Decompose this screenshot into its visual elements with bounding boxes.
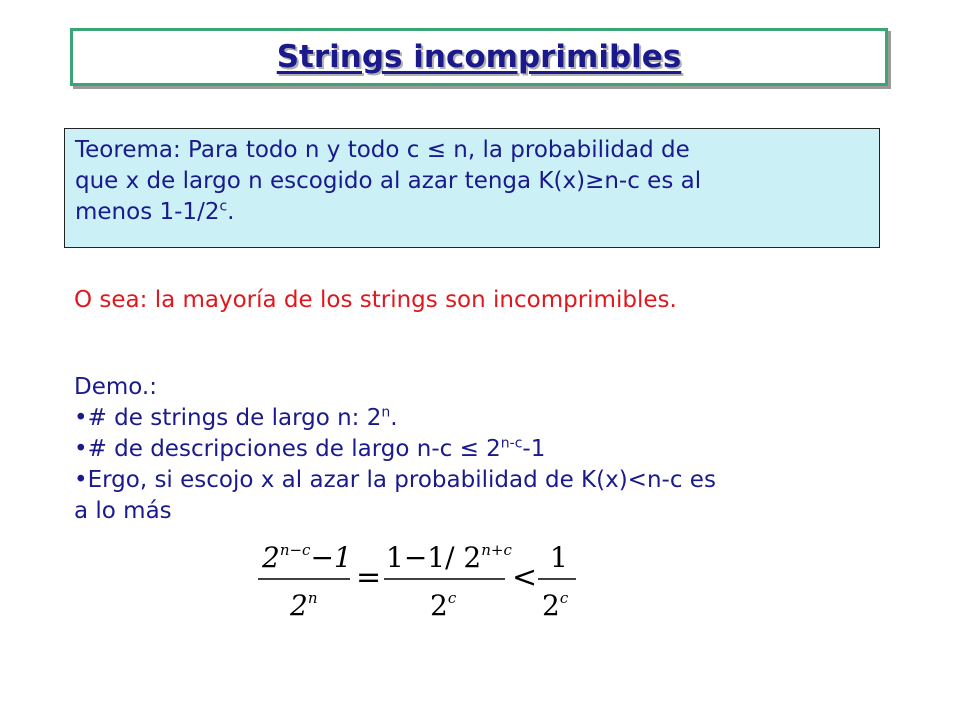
equals-sign: =	[356, 560, 382, 595]
theorem-line	[75, 197, 869, 228]
frac3-denominator: 2$^c$	[542, 589, 569, 622]
theorem-line: que x de largo n escogido al azar tenga K(x)≥n-c es al	[75, 168, 702, 194]
bullet-exponent: n-c	[500, 435, 523, 452]
bullet-text: •# de strings de largo n: 2	[74, 405, 382, 431]
theorem-box	[64, 128, 880, 248]
frac3-numerator: 1	[550, 541, 568, 574]
theorem-line: Teorema: Para todo n y todo c ≤ n, la probabilidad de	[75, 137, 690, 163]
proof-bullet: •Ergo, si escojo x al azar la probabilidad de K(x)<n-c es	[74, 467, 716, 493]
less-than-sign: <	[512, 560, 538, 595]
frac2-numerator: 1−1/ $2^{n+c}$	[386, 541, 512, 574]
proof-bullet	[74, 434, 904, 465]
title-box	[70, 28, 888, 86]
frac1-numerator: $2^{n-c}-1$	[262, 541, 352, 574]
conclusion-text: O sea: la mayoría de los strings son incomprimibles.	[74, 287, 677, 313]
bullet-end: -1	[522, 436, 546, 462]
bullet-exponent: n	[381, 404, 391, 421]
bullet-text: •# de descripciones de largo n-c ≤ 2	[74, 436, 501, 462]
theorem-text: menos 1-1/2	[75, 199, 220, 225]
theorem-period: .	[227, 199, 235, 225]
proof-bullet	[74, 403, 904, 434]
proof-section	[74, 372, 904, 527]
proof-bullet-continuation: a lo más	[74, 498, 172, 524]
slide-title: Strings incomprimibles	[276, 39, 682, 75]
proof-heading: Demo.:	[74, 374, 157, 400]
theorem-exponent: c	[219, 198, 228, 215]
bullet-end: .	[390, 405, 398, 431]
frac2-denominator: 2$^c$	[430, 589, 457, 622]
frac1-denominator: 2$^n$	[290, 589, 318, 622]
probability-formula	[250, 535, 580, 625]
